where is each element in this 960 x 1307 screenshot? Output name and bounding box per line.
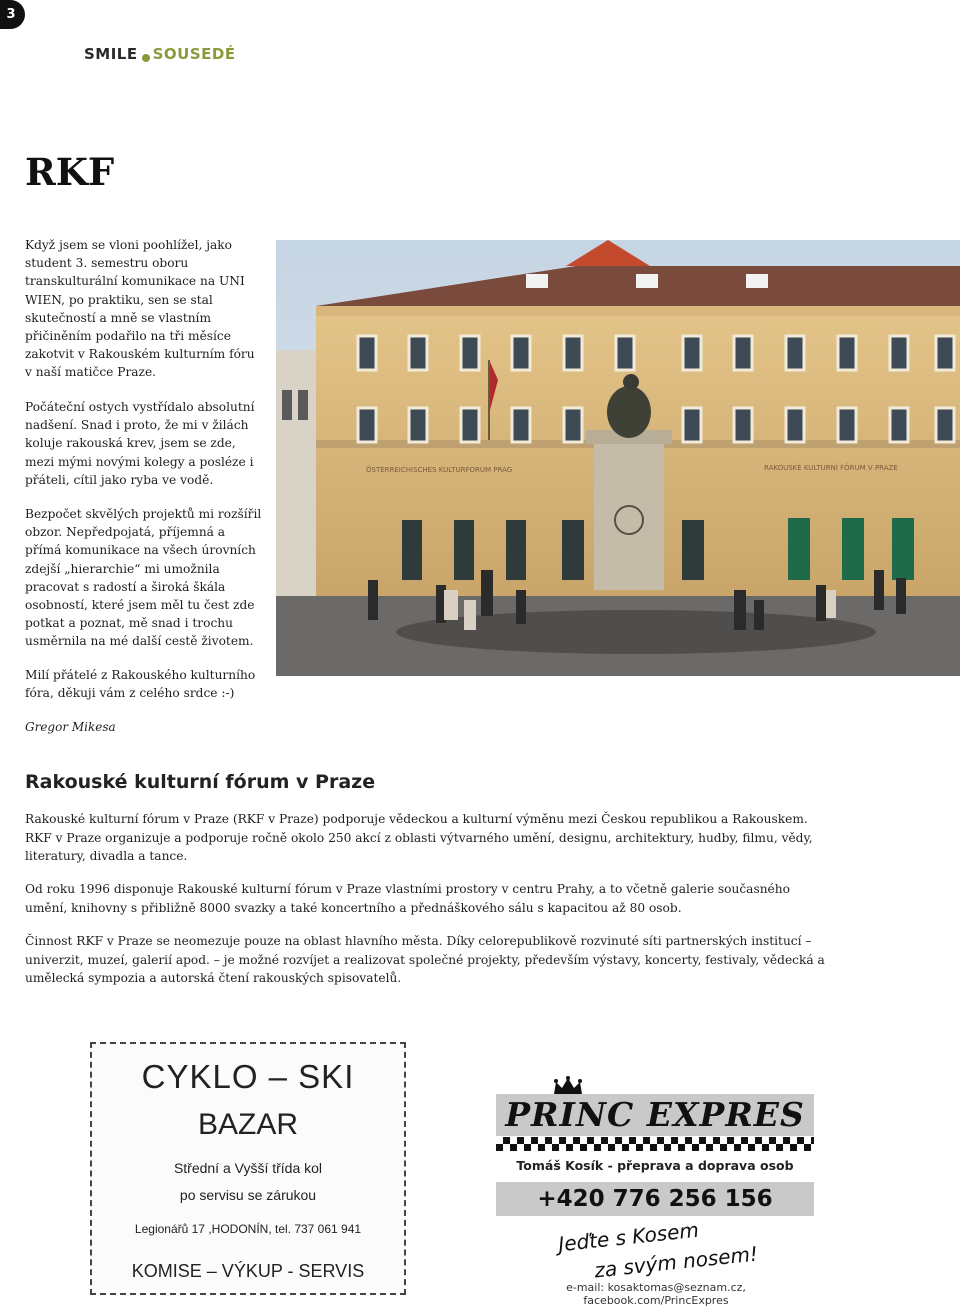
brand-smile: SMILE [84,45,138,63]
photo-sign-left: ÖSTERREICHISCHES KULTURFORUM PRAG [366,466,513,474]
building-photo [276,240,960,676]
section-title: Rakouské kulturní fórum v Praze [25,771,376,793]
princ-expres-name: PRINC EXPRES [496,1094,814,1136]
princ-expres-slogan-2: za svým nosem! [593,1241,759,1283]
section-paragraph-2: Od roku 1996 disponuje Rakouské kulturní fórum v Praze vlastními prostory v centru Prahy, a to včetně galerie současného umění, knihovny s přibližně 8000 svazky a také koncertního a přednáškového sálu s kapacitou až 80 osob. [25,882,790,915]
article-paragraph-1: Když jsem se vloni poohlížel, jako student 3. semestru oboru transkulturální komunikace na UNI WIEN, po praktiku, sen se stal skutečností a mně se vlastním přičiněním podařilo na tři měsíce zakotvit v Rakouském kulturním fóru v naší matičce Praze. [25,238,255,380]
article-title: RKF [25,150,115,194]
article-signature: Gregor Mikesa [25,720,116,734]
brand-dot-icon [142,54,150,62]
cyklo-ad-address: Legionářů 17 ,HODONÍN, tel. 737 061 941 [134,1222,362,1236]
magazine-brand [84,45,236,63]
article-paragraph-4: Milí přátelé z Rakouského kulturního fóra, děkuji vám z celého srdce :-) [25,668,256,701]
princ-expres-ad [496,1072,816,1307]
cyklo-ad-title: CYKLO – SKI [141,1058,355,1095]
cyklo-ad-line4: po servisu se zárukou [179,1187,317,1203]
article-paragraph-3: Bezpočet skvělých projektů mi rozšířil obzor. Nepředpojatá, příjemná a přímá komunikace na všech úrovních zdejší „hierarchie“ mi umožnila pracovat s radostí a široká škála osobností, které jsem měl tu čest zde potkat a poznat, mě snad i trochu usměrnila na mé další cestě životem. [25,507,262,649]
princ-expres-phone: +420 776 256 156 [496,1182,814,1216]
crown-icon [552,1076,584,1096]
section-paragraph-1: Rakouské kulturní fórum v Praze (RKF v Praze) podporuje vědeckou a kulturní výměnu mezi Českou republikou a Rakouskem. RKF v Praze organizuje a podporuje ročně okolo 250 akcí z oblasti výtvarného umění, designu, architektury, hudby, filmu, vědy, literatury, divadla a tance. [25,812,813,863]
cyklo-ad-line3: Střední a Vyšší třída kol [173,1160,323,1176]
princ-expres-slogan-1: Jeďte s Kosem [557,1217,700,1257]
princ-expres-subtitle: Tomáš Kosík - přeprava a doprava osob [516,1158,794,1173]
cyklo-ad-services: KOMISE – VÝKUP - SERVIS [131,1261,365,1281]
page-number-badge: 3 [0,0,25,29]
cyklo-ski-ad [90,1042,406,1295]
article-paragraph-2: Počáteční ostych vystřídalo absolutní nadšení. Snad i proto, že mi v žilách koluje rakouská krev, jsem se zde, mezi mými novými kolegy a posléze i přáteli, cítil jako ryba ve vodě. [25,400,255,487]
princ-expres-contact: e-mail: kosaktomas@seznam.cz, facebook.com/PrincExpres [566,1281,746,1307]
photo-sign-right: RAKOUSKÉ KULTURNÍ FÓRUM V PRAZE [764,464,898,472]
brand-sousede: SOUSEDÉ [152,45,236,63]
cyklo-ad-bazar: BAZAR [197,1108,299,1141]
section-paragraph-3: Činnost RKF v Praze se neomezuje pouze na oblast hlavního města. Díky celorepublikově rozvinuté síti partnerských institucí – univerzit, muzeí, galerií apod. – je možné rozvíjet a realizovat společné projekty, především výstavy, koncerty, festivaly, vědecká a umělecká sympozia a autorská čtení rakouských spisovatelů. [25,934,825,985]
checkered-stripe [496,1137,814,1151]
